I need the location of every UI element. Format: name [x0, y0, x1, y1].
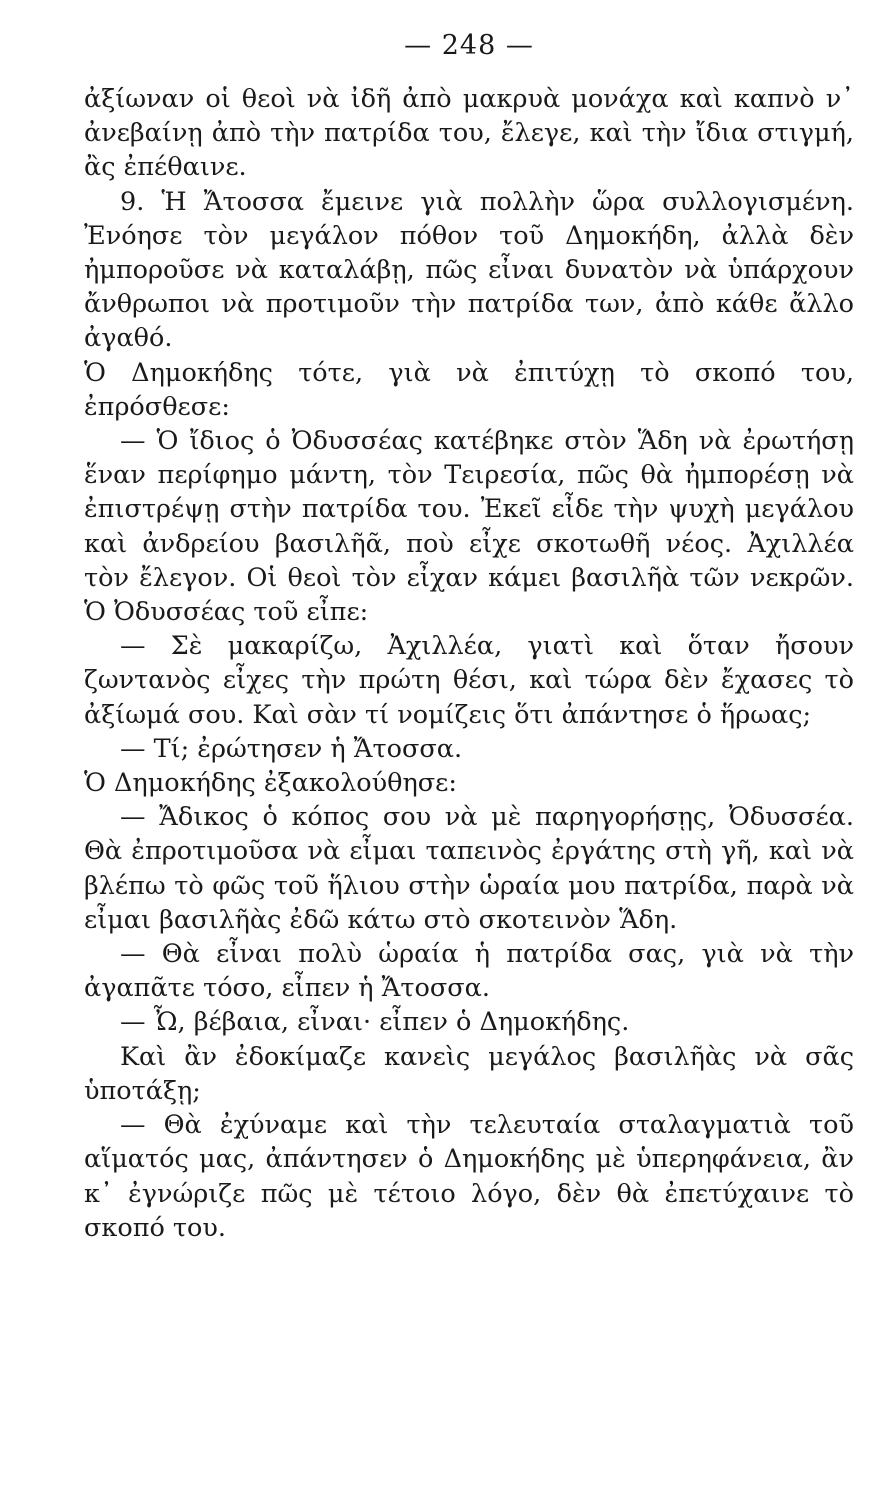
paragraph: — Ἄδικος ὁ κόπος σου νὰ μὲ παρηγορήσῃς, Ὀδυσσέα. Θὰ ἐπροτιμοῦσα νὰ εἶμαι ταπεινὸς ἐργάτης στὴ γῆ, καὶ νὰ βλέπω τὸ φῶς τοῦ ἥλιου στὴν ὡραία μου πατρίδα, παρὰ νὰ εἶμαι βασιλῆὰς ἐδῶ κάτω στὸ σκοτεινὸν Ἅδη. — [84, 802, 854, 935]
paragraph: Ὁ Δημοκήδης ἐξακολούθησε: — [84, 768, 457, 799]
book-page — [84, 28, 854, 1245]
paragraph: Καὶ ἂν ἐδοκίμαζε κανεὶς μεγάλος βασιλῆὰς νὰ σᾶς ὑποτάξῃ; — [84, 1041, 854, 1106]
paragraph: — Θὰ ἐχύναμε καὶ τὴν τελευταία σταλαγματιὰ τοῦ αἵματός μας, ἀπάντησεν ὁ Δημοκήδης μὲ ὑπερηφάνεια, ἂν κ᾽ ἐγνώριζε πῶς μὲ τέτοιο λόγο, δὲν θὰ ἐπετύχαινε τὸ σκοπό του. — [84, 1110, 854, 1243]
paragraph: — Θὰ εἶναι πολὺ ὡραία ἡ πατρίδα σας, γιὰ νὰ τὴν ἀγαπᾶτε τόσο, εἶπεν ἡ Ἄτοσσα. — [84, 939, 854, 1004]
paragraph: 9. Ἡ Ἄτοσσα ἔμεινε γιὰ πολλὴν ὥρα συλλογισμένη. Ἐνόησε τὸν μεγάλον πόθον τοῦ Δημοκήδη, ἀλλὰ δὲν ἠμποροῦσε νὰ καταλάβῃ, πῶς εἶναι δυνατὸν νὰ ὑπάρχουν ἄνθρωποι νὰ προτιμοῦν τὴν πατρίδα των, ἀπὸ κάθε ἄλλο ἀγαθό. — [84, 186, 854, 354]
paragraph: Ὁ Δημοκήδης τότε, γιὰ νὰ ἐπιτύχῃ τὸ σκοπό του, ἐπρόσθεσε: — [84, 357, 854, 422]
page-number: — 248 — — [404, 30, 534, 61]
paragraph: — Ὁ ἴδιος ὁ Ὀδυσσέας κατέβηκε στὸν Ἅδη νὰ ἐρωτήσῃ ἕναν περίφημο μάντη, τὸν Τειρεσία, πῶς θὰ ἠμπορέσῃ νὰ ἐπιστρέψῃ στὴν πατρίδα του. Ἐκεῖ εἶδε τὴν ψυχὴ μεγάλου καὶ ἀνδρείου βασιλῆᾶ, ποὺ εἶχε σκοτωθῆ νέος. Ἀχιλλέα τὸν ἔλεγον. Οἱ θεοὶ τὸν εἶχαν κάμει βασιλῆὰ τῶν νεκρῶν. Ὁ Ὀδυσσέας τοῦ εἶπε: — [84, 426, 854, 628]
body-text — [84, 82, 854, 1245]
paragraph: — Ὦ, βέβαια, εἶναι· εἶπεν ὁ Δημοκήδης. — [120, 1007, 630, 1038]
paragraph: — Σὲ μακαρίζω, Ἀχιλλέα, γιατὶ καὶ ὅταν ἤσουν ζωντανὸς εἶχες τὴν πρώτη θέσι, καὶ τώρα δὲν ἔχασες τὸ ἀξίωμά σου. Καὶ σὰν τί νομίζεις ὅτι ἀπάντησε ὁ ἥρωας; — [84, 631, 854, 730]
paragraph: — Τί; ἐρώτησεν ἡ Ἄτοσσα. — [120, 733, 463, 764]
paragraph: ἀξίωναν οἱ θεοὶ νὰ ἰδῆ ἀπὸ μακρυὰ μονάχα καὶ καπνὸ ν᾽ ἀνεβαίνῃ ἀπὸ τὴν πατρίδα του, ἔλεγε, καὶ τὴν ἴδια στιγμή, ἂς ἐπέθαινε. — [84, 84, 854, 183]
